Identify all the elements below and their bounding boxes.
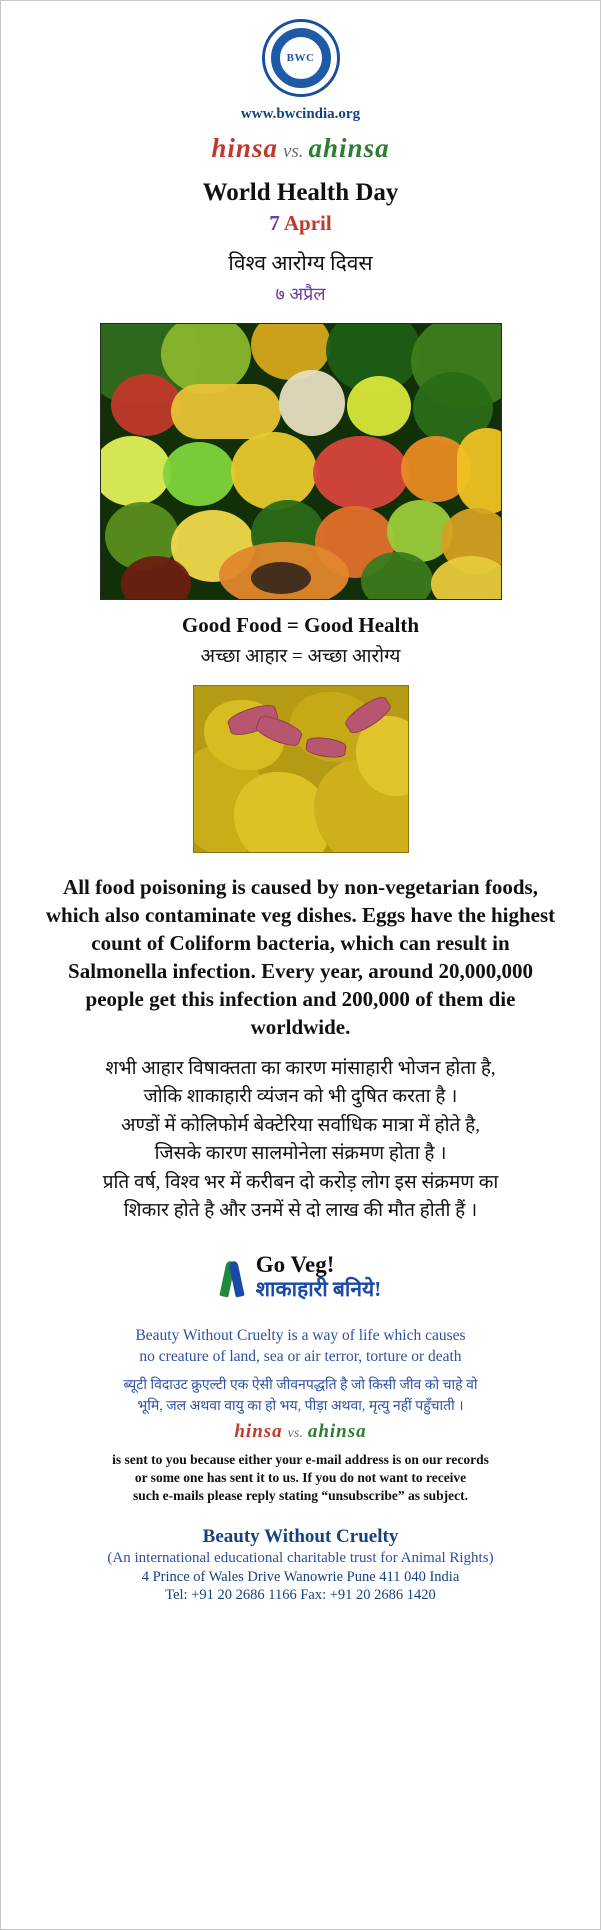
paragraph-english: All food poisoning is caused by non-vegetarian foods, which also contaminate veg dishes. Eggs have the highest count of Coliform bacteria, which can result in Salmonella infection. Every year, around 20,000,000 people get this infection and 200,000 of them die worldwide. — [45, 875, 556, 1039]
awareness-ribbon-icon — [220, 1255, 246, 1299]
bacteria-photo — [194, 686, 408, 852]
go-veg-text — [256, 1252, 381, 1302]
email-disclaimer — [41, 1451, 561, 1506]
date-number: 7 — [269, 211, 280, 235]
website-link[interactable]: www.bwcindia.org — [240, 106, 361, 122]
wordmark-vs: vs. — [282, 141, 304, 162]
go-veg-hindi: शाकाहारी बनिये! — [255, 1276, 382, 1301]
go-veg-section — [1, 1252, 600, 1302]
paragraph-hindi-line: जिसके कारण सालमोनेला संक्रमण होता है । — [154, 1143, 447, 1165]
logo-section — [1, 11, 600, 123]
organization-subtitle: (An international educational charitable trust for Animal Rights) — [107, 1549, 494, 1566]
paragraph-hindi-line: शभी आहार विषाक्तता का कारण मांसाहारी भोजन होता है, — [105, 1057, 496, 1079]
bwc-logo-icon — [262, 19, 340, 97]
page-title-hindi: विश्व आरोग्य दिवस — [228, 251, 373, 275]
disclaimer-line1: is sent to you because either your e-mail address is on our records — [112, 1451, 489, 1467]
footer-wordmark-ahinsa: ahinsa — [307, 1420, 367, 1442]
footer-wordmark-hinsa: hinsa — [234, 1420, 283, 1442]
page-date-english — [1, 211, 600, 236]
bwc-tagline-english — [41, 1326, 561, 1368]
paragraph-hindi-line: प्रति वर्ष, विश्व भर में करीबन दो करोड़ लोग इस संक्रमण का — [102, 1171, 499, 1193]
bwc-tagline-hi-line1: ब्यूटी विदाउट क्रुएल्टी एक ऐसी जीवनपद्धति है जो किसी जीव को चाहे वो — [123, 1377, 478, 1393]
disclaimer-line2: or some one has sent it to us. If you do not want to receive — [134, 1470, 467, 1486]
paragraph-hindi-line: जोकि शाकाहारी व्यंजन को भी दुषित करता है । — [143, 1086, 458, 1108]
bwc-tagline-hindi — [31, 1375, 571, 1417]
wordmark-ahinsa: ahinsa — [308, 133, 390, 163]
caption-english: Good Food = Good Health — [181, 613, 420, 637]
footer-wordmark-vs: vs. — [287, 1425, 303, 1441]
paragraph-hindi-line: अण्डों में कोलिफोर्म बेक्टेरिया सर्वाधिक मात्रा में होते है, — [121, 1114, 480, 1136]
footer-wordmark — [1, 1421, 600, 1443]
organization-telephone: Tel: +91 20 2686 1166 Fax: +91 20 2686 1420 — [165, 1586, 436, 1603]
date-month: April — [283, 211, 332, 235]
hinsa-vs-ahinsa-wordmark — [1, 133, 600, 164]
bwc-tagline-hi-line2: भूमि, जल अथवा वायु का हो भय, पीड़ा अथवा, मृत्यु नहीं पहुँचाती । — [137, 1398, 464, 1414]
page-date-hindi: ७ अप्रैल — [275, 284, 326, 304]
caption-hindi: अच्छा आहार = अच्छा आरोग्य — [200, 646, 401, 667]
go-veg-english: Go Veg! — [255, 1251, 335, 1277]
organization-street: 4 Prince of Wales Drive Wanowrie Pune 411 040 India — [141, 1568, 460, 1585]
disclaimer-line3: such e-mails please reply stating “unsubscribe” as subject. — [132, 1488, 469, 1504]
paragraph-hindi — [31, 1055, 571, 1226]
bwc-tagline-line2: no creature of land, sea or air terror, torture or death — [139, 1347, 462, 1365]
paragraph-hindi-line: शिकार होते है और उनमें से दो लाख की मौत होती हैं । — [123, 1200, 478, 1222]
wordmark-hinsa: hinsa — [211, 133, 278, 163]
food-photo — [101, 324, 501, 599]
logo-initials: BWC — [286, 52, 315, 64]
organization-name: Beauty Without Cruelty — [202, 1525, 399, 1547]
bwc-tagline-line1: Beauty Without Cruelty is a way of life which causes — [135, 1327, 466, 1345]
page-title-english: World Health Day — [202, 179, 399, 206]
